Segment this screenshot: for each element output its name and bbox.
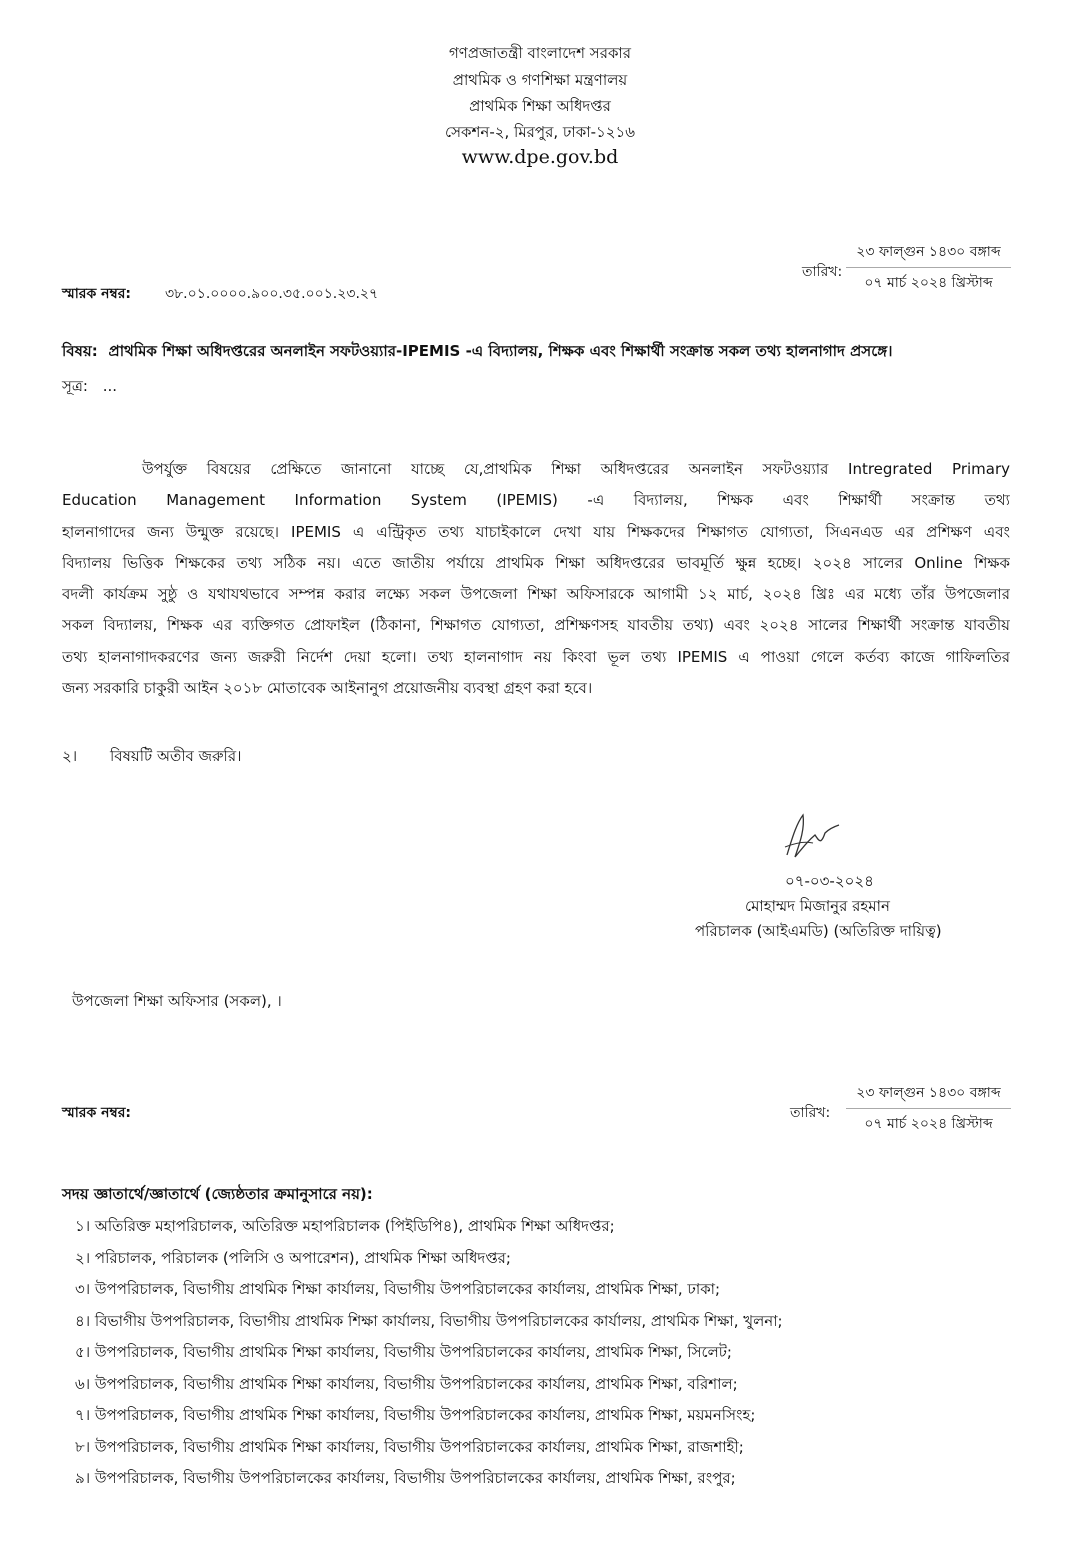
signature-image [775, 805, 845, 865]
date-divider-2 [846, 1108, 1011, 1109]
signatory-designation: পরিচালক (আইএমডি) (অতিরিক্ত দায়িত্ব) [695, 922, 942, 940]
memo-label-2: স্মারক নম্বর: [62, 1105, 132, 1121]
reference-text: ... [102, 377, 118, 395]
memo-number: ৩৮.০১.০০০০.৯০০.৩৫.০০১.২৩.২৭ [165, 286, 379, 302]
date-english: ০৭ মার্চ ২০২৪ খ্রিস্টাব্দ [864, 275, 993, 291]
date-block-2 [846, 1081, 1011, 1136]
copy-list-item: ৮। উপপরিচালক, বিভাগীয় প্রাথমিক শিক্ষা কার্যালয়, বিভাগীয় উপপরিচালকের কার্যালয়, প্রাথমিক শিক্ষা, রাজশাহী; [75, 1438, 744, 1456]
date-label-2: তারিখ: [790, 1105, 831, 1121]
copy-list-item: ২। পরিচালক, পরিচালক (পলিসি ও অপারেশন), প্রাথমিক শিক্ষা অধিদপ্তর; [75, 1249, 511, 1267]
body-paragraph [62, 454, 1010, 704]
body-line: বদলী কার্যক্রম সুষ্ঠু ও যথাযথভাবে সম্পন্ন করার লক্ষ্যে সকল উপজেলা শিক্ষা অফিসারকে আগামী ১২ মার্চ, ২০২৪ খ্রিঃ এর মধ্যে তাঁর উপজেলার [62, 585, 1010, 604]
body-line: তথ্য হালনাগাদকরণের জন্য জরুরী নির্দেশ দেয়া হলো। তথ্য হালনাগাদ নয় কিংবা ভূল তথ্য IPEMIS এ পাওয়া গেলে কর্তব্য কাজে গাফিলতির [62, 647, 1010, 666]
subject [62, 340, 893, 365]
reference-label: সূত্র: [62, 377, 88, 395]
body-line: সকল বিদ্যালয়, শিক্ষক এর ব্যক্তিগত প্রোফাইল (ঠিকানা, শিক্ষাগত যোগ্যতা, প্রশিক্ষণসহ যাবতীয় তথ্য) এবং ২০২৪ সালের শিক্ষার্থী সংক্রান্ত যাবতীয় [62, 616, 1010, 635]
website: www.dpe.gov.bd [461, 146, 619, 168]
body-line: Education Management Information System (IPEMIS) -এ বিদ্যালয়, শিক্ষক এবং শিক্ষার্থী সংক্রান্ত তথ্য [62, 491, 1010, 510]
date-bangla-2: ২৩ ফাল্গুন ১৪৩০ বঙ্গাব্দ [856, 1085, 1001, 1101]
directorate-name: প্রাথমিক শিক্ষা অধিদপ্তর [469, 97, 611, 115]
copy-list-item: ১। অতিরিক্ত মহাপরিচালক, অতিরিক্ত মহাপরিচালক (পিইডিপি৪), প্রাথমিক শিক্ষা অধিদপ্তর; [75, 1217, 615, 1235]
copy-list-item: ৬। উপপরিচালক, বিভাগীয় প্রাথমিক শিক্ষা কার্যালয়, বিভাগীয় উপপরিচালকের কার্যালয়, প্রাথমিক শিক্ষা, বরিশাল; [75, 1375, 738, 1393]
copy-heading: সদয় জ্ঞাতার্থে/জ্ঞাতার্থে (জ্যেষ্ঠতার ক্রমানুসারে নয়): [62, 1185, 373, 1203]
date-divider [846, 267, 1011, 268]
point-2-number: ২। [62, 747, 78, 765]
subject-label: বিষয়: [62, 342, 98, 360]
point-2-text: বিষয়টি অতীব জরুরি। [110, 747, 242, 765]
date-label: তারিখ: [802, 264, 843, 280]
address: সেকশন-২, মিরপুর, ঢাকা-১২১৬ [445, 123, 635, 141]
date-block [846, 240, 1011, 295]
reference [62, 375, 117, 400]
memo-label: স্মারক নম্বর: [62, 286, 132, 302]
signatory-name: মোহাম্মদ মিজানুর রহমান [745, 897, 890, 915]
copy-list-item: ৩। উপপরিচালক, বিভাগীয় প্রাথমিক শিক্ষা কার্যালয়, বিভাগীয় উপপরিচালকের কার্যালয়, প্রাথমিক শিক্ষা, ঢাকা; [75, 1280, 721, 1298]
copy-list-item: ৪। বিভাগীয় উপপরিচালক, বিভাগীয় প্রাথমিক শিক্ষা কার্যালয়, বিভাগীয় উপপরিচালকের কার্যালয়, প্রাথমিক শিক্ষা, খুলনা; [75, 1312, 783, 1330]
body-line: উপর্যুক্ত বিষয়ের প্রেক্ষিতে জানানো যাচ্ছে যে,প্রাথমিক শিক্ষা অধিদপ্তরের অনলাইন সফটওয়্যার Intregrated Primary [142, 460, 1010, 478]
copy-list-item: ৫। উপপরিচালক, বিভাগীয় প্রাথমিক শিক্ষা কার্যালয়, বিভাগীয় উপপরিচালকের কার্যালয়, প্রাথমিক শিক্ষা, সিলেট; [75, 1343, 732, 1361]
recipient: উপজেলা শিক্ষা অফিসার (সকল), । [72, 992, 282, 1010]
govt-name: গণপ্রজাতন্ত্রী বাংলাদেশ সরকার [448, 44, 632, 62]
copy-list-item: ৭। উপপরিচালক, বিভাগীয় প্রাথমিক শিক্ষা কার্যালয়, বিভাগীয় উপপরিচালকের কার্যালয়, প্রাথমিক শিক্ষা, ময়মনসিংহ; [75, 1406, 756, 1424]
signature-date: ০৭-০৩-২০২৪ [785, 872, 874, 890]
date-english-2: ০৭ মার্চ ২০২৪ খ্রিস্টাব্দ [864, 1116, 993, 1132]
date-bangla: ২৩ ফাল্গুন ১৪৩০ বঙ্গাব্দ [856, 244, 1001, 260]
body-line: জন্য সরকারি চাকুরী আইন ২০১৮ মোতাবেক আইনানুগ প্রয়োজনীয় ব্যবস্থা গ্রহণ করা হবে। [62, 679, 593, 698]
ministry-name: প্রাথমিক ও গণশিক্ষা মন্ত্রণালয় [452, 71, 628, 89]
body-line: বিদ্যালয় ভিত্তিক শিক্ষকের তথ্য সঠিক নয়। এতে জাতীয় পর্যায়ে প্রাথমিক শিক্ষা অধিদপ্তরের ভাবমূর্তি ক্ষুন্ন হচ্ছে। ২০২৪ সালের Online শিক্ষক [62, 553, 1010, 572]
copy-list-item: ৯। উপপরিচালক, বিভাগীয় উপপরিচালকের কার্যালয়, বিভাগীয় উপপরিচালকের কার্যালয়, প্রাথমিক শিক্ষা, রংপুর; [75, 1469, 736, 1487]
body-line: হালনাগাদের জন্য উন্মুক্ত রয়েছে। IPEMIS এ এন্ট্রিকৃত তথ্য যাচাইকালে দেখা যায় শিক্ষকদের শিক্ষাগত যোগ্যতা, সিএনএড এর প্রশিক্ষণ এবং [62, 522, 1010, 541]
subject-text: প্রাথমিক শিক্ষা অধিদপ্তরের অনলাইন সফটওয়্যার-IPEMIS -এ বিদ্যালয়, শিক্ষক এবং শিক্ষার্থী সংক্রান্ত সকল তথ্য হালনাগাদ প্রসঙ্গে। [108, 342, 893, 360]
